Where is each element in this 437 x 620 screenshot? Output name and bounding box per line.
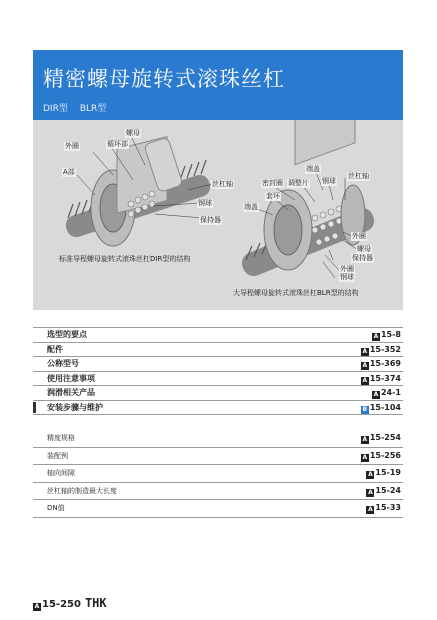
- label-ball-top: 钢球: [322, 177, 336, 185]
- caption-dir: 标准导程螺母旋转式滚珠丝杠DIR型的结构: [59, 255, 191, 263]
- section-a-icon: A: [34, 603, 40, 610]
- section-a-icon: A: [362, 376, 368, 384]
- toc-sub-label: 装配例: [47, 451, 68, 460]
- toc-row[interactable]: [33, 357, 403, 372]
- toc-sub-label: 丝杠轴的制造最大长度: [47, 486, 117, 495]
- section-a-icon: A: [362, 436, 368, 443]
- page-title: 精密螺母旋转式滚珠丝杠: [43, 67, 285, 91]
- toc-page[interactable]: A 15-352: [362, 344, 401, 355]
- section-a-icon: A: [362, 453, 368, 461]
- label-ball-bottom: 钢球: [340, 273, 354, 281]
- toc-page[interactable]: A 15-374: [362, 373, 401, 384]
- toc-row[interactable]: [33, 386, 403, 401]
- caption-blr: 大导程螺母旋转式滚珠丝杠BLR型的结构: [233, 289, 359, 297]
- section-a-icon: A: [368, 506, 373, 513]
- toc-page[interactable]: A 24-1: [373, 388, 401, 398]
- label-retainer-right: 保持器: [352, 254, 373, 262]
- label-outer-ring: 外圈: [340, 265, 354, 273]
- toc-sub-page[interactable]: A 15-24: [368, 485, 401, 496]
- toc-label: 配件: [47, 344, 63, 354]
- toc-row[interactable]: [33, 343, 403, 358]
- toc-sub-label: 精度规格: [47, 434, 75, 442]
- label-outer-cylinder: 外圈: [65, 142, 79, 150]
- toc-main: [33, 327, 403, 415]
- toc-page[interactable]: A 15-8: [373, 330, 401, 340]
- subtitle-blr: BLR型: [79, 104, 107, 114]
- toc-label: 润滑相关产品: [47, 388, 95, 397]
- label-end-cap-left: 端盖: [244, 203, 258, 211]
- label-ball-left: 钢球: [198, 199, 212, 207]
- label-outer-cylinder-right: 外圈: [352, 232, 366, 240]
- subtitle-dir: DIR型: [43, 104, 68, 114]
- toc-row-active[interactable]: [33, 401, 403, 416]
- page-subtitle: [43, 101, 118, 114]
- section-a-icon: A: [362, 362, 368, 369]
- label-collar: 套环: [266, 192, 280, 200]
- section-a-icon: A: [362, 347, 368, 355]
- section-a-icon: A: [368, 488, 373, 496]
- dir-ball-screw-drawing: [63, 137, 212, 246]
- toc-sub-page[interactable]: A 15-256: [362, 450, 401, 461]
- toc-sub-page[interactable]: A 15-33: [368, 503, 401, 513]
- label-nut: 螺母: [126, 129, 140, 137]
- toc-sub: [33, 430, 403, 518]
- label-circulation-parts: 循环部: [107, 140, 128, 148]
- toc-label: 公称型号: [47, 359, 79, 368]
- toc-row[interactable]: [33, 327, 403, 343]
- label-seal: 密封圈: [262, 179, 283, 187]
- label-end-cap-top: 端盖: [306, 165, 320, 173]
- toc-sub-row[interactable]: [33, 448, 403, 466]
- toc-page[interactable]: A 15-369: [362, 359, 401, 369]
- label-section-a: A部: [63, 168, 75, 176]
- title-banner: [33, 50, 403, 120]
- toc-label: 安装步骤与维护: [47, 402, 103, 412]
- toc-page[interactable]: B 15-104: [362, 402, 401, 413]
- page-footer: [33, 596, 107, 611]
- toc-sub-row[interactable]: [33, 500, 403, 518]
- toc-sub-row[interactable]: [33, 430, 403, 448]
- section-a-icon: A: [373, 333, 379, 340]
- toc-sub-page[interactable]: A 15-19: [368, 468, 401, 478]
- toc-sub-page[interactable]: A 15-254: [362, 433, 401, 443]
- toc-sub-label: 轴向间隙: [47, 469, 75, 477]
- toc-sub-row[interactable]: [33, 483, 403, 501]
- toc-label: 选型的要点: [47, 330, 87, 339]
- toc-sub-row[interactable]: [33, 465, 403, 483]
- section-b-icon: B: [362, 405, 368, 413]
- toc-sub-label: DN值: [47, 504, 65, 512]
- label-adjusting-shim: 调整片: [288, 179, 309, 187]
- label-retainer-left: 保持器: [200, 216, 221, 224]
- label-screw-shaft-left: 丝杠轴: [212, 180, 233, 188]
- section-a-icon: A: [373, 391, 379, 398]
- toc-row[interactable]: [33, 372, 403, 387]
- page-number: 15-250: [42, 599, 81, 610]
- brand-logo: THK: [84, 596, 107, 610]
- structure-figure: [33, 120, 403, 310]
- toc-label: 使用注意事项: [47, 373, 95, 383]
- section-a-icon: A: [368, 471, 373, 478]
- label-nut-right: 螺母: [357, 245, 371, 253]
- label-screw-shaft-right: 丝杠轴: [348, 172, 369, 180]
